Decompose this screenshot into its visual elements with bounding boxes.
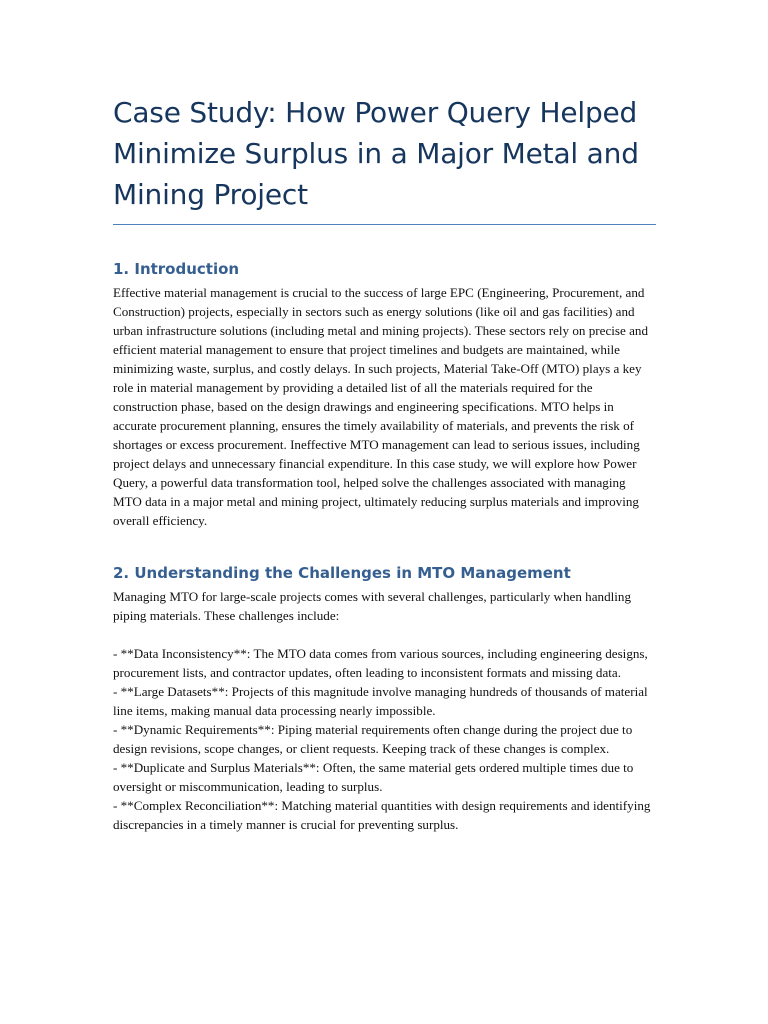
title-divider xyxy=(113,224,656,225)
document-title: Case Study: How Power Query Helped Minimize Surplus in a Major Metal and Mining Project xyxy=(113,96,639,211)
paragraph-text: Effective material management is crucial to the success of large EPC (Engineering, Procurement, and Construction) projects, especially in sectors such as energy solutions (like oil and gas facilities) and urban infrastructure solutions (including metal and mining projects). These sectors rely on precise and efficient material management to ensure that project timelines and budgets are maintained, while minimizing waste, surplus, and costly delays. In such projects, Material Take-Off (MTO) plays a key role in material management by providing a detailed list of all the materials required for the construction phase, based on the design drawings and engineering specifications. MTO helps in accurate procurement planning, ensures the timely availability of materials, and prevents the risk of shortages or excess procurement. Ineffective MTO management can lead to serious issues, including project delays and unnecessary financial expenditure. In this case study, we will explore how Power Query, a powerful data transformation tool, helped solve the challenges associated with managing MTO data in a major metal and mining project, ultimately reducing surplus materials and improving overall efficiency. xyxy=(113,285,648,528)
list-item: - **Complex Reconciliation**: Matching material quantities with design requirements and identifying discrepancies in a timely manner is crucial for preventing surplus. xyxy=(113,798,651,832)
list-item: - **Dynamic Requirements**: Piping material requirements often change during the project due to design revisions, scope changes, or client requests. Keeping track of these changes is complex. xyxy=(113,722,633,756)
section-heading-challenges: 2. Understanding the Challenges in MTO Management xyxy=(113,564,571,582)
section-paragraph-introduction xyxy=(113,283,656,530)
challenges-list xyxy=(113,644,656,834)
list-item: - **Large Datasets**: Projects of this magnitude involve managing hundreds of thousands of material line items, making manual data processing nearly impossible. xyxy=(113,684,648,718)
section-paragraph-challenges xyxy=(113,587,656,625)
document-page xyxy=(113,92,656,834)
list-item: - **Duplicate and Surplus Materials**: Often, the same material gets ordered multiple times due to oversight or miscommunication, leading to surplus. xyxy=(113,760,634,794)
section-heading-introduction: 1. Introduction xyxy=(113,260,240,278)
paragraph-text: Managing MTO for large-scale projects comes with several challenges, particularly when handling piping materials. These challenges include: xyxy=(113,589,632,623)
list-item: - **Data Inconsistency**: The MTO data comes from various sources, including engineering designs, procurement lists, and contractor updates, often leading to inconsistent formats and missing data. xyxy=(113,646,648,680)
